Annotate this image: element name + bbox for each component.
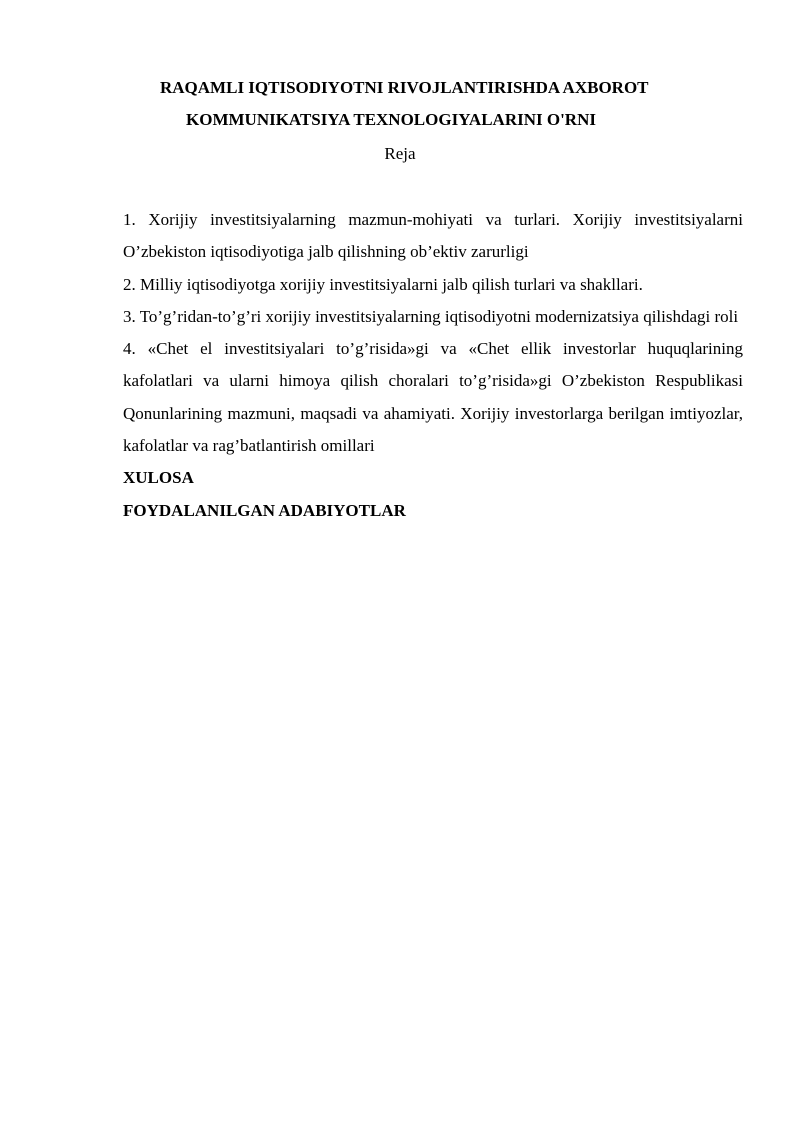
conclusion-heading: XULOSA [123,468,194,488]
document-title-line-2: KOMMUNIKATSIYA TEXNOLOGIYALARINI O'RNI [186,110,596,129]
plan-item-4: 4. «Chet el investitsiyalari to’g’risida»gi va «Chet ellik investorlar huquqlarining kafolatlari va ularni himoya qilish choralari to’g’risida»gi O’zbekiston Respublikasi Qonunlarining mazmuni, maqsadi va ahamiyati. Xorijiy investorlarga berilgan imtiyozlar, kafolatlar va rag’batlantirish omillari [123,339,743,456]
plan-item-2: 2. Milliy iqtisodiyotga xorijiy investitsiyalarni jalb qilish turlari va shakllari. [123,274,643,294]
plan-item-3: 3. To’g’ridan-to’g’ri xorijiy investitsiyalarning iqtisodiyotni modernizatsiya qilishdagi roli [123,306,739,326]
plan-list [123,204,743,527]
references-heading: FOYDALANILGAN ADABIYOTLAR [123,500,406,520]
plan-item-1: 1. Xorijiy investitsiyalarning mazmun-mohiyati va turlari. Xorijiy investitsiyalarni O’zbekiston iqtisodiyotiga jalb qilishning ob’ektiv zarurligi [123,210,743,262]
plan-heading: Reja [384,144,416,163]
document-title-line-1: RAQAMLI IQTISODIYOTNI RIVOJLANTIRISHDA AXBOROT [160,78,649,97]
